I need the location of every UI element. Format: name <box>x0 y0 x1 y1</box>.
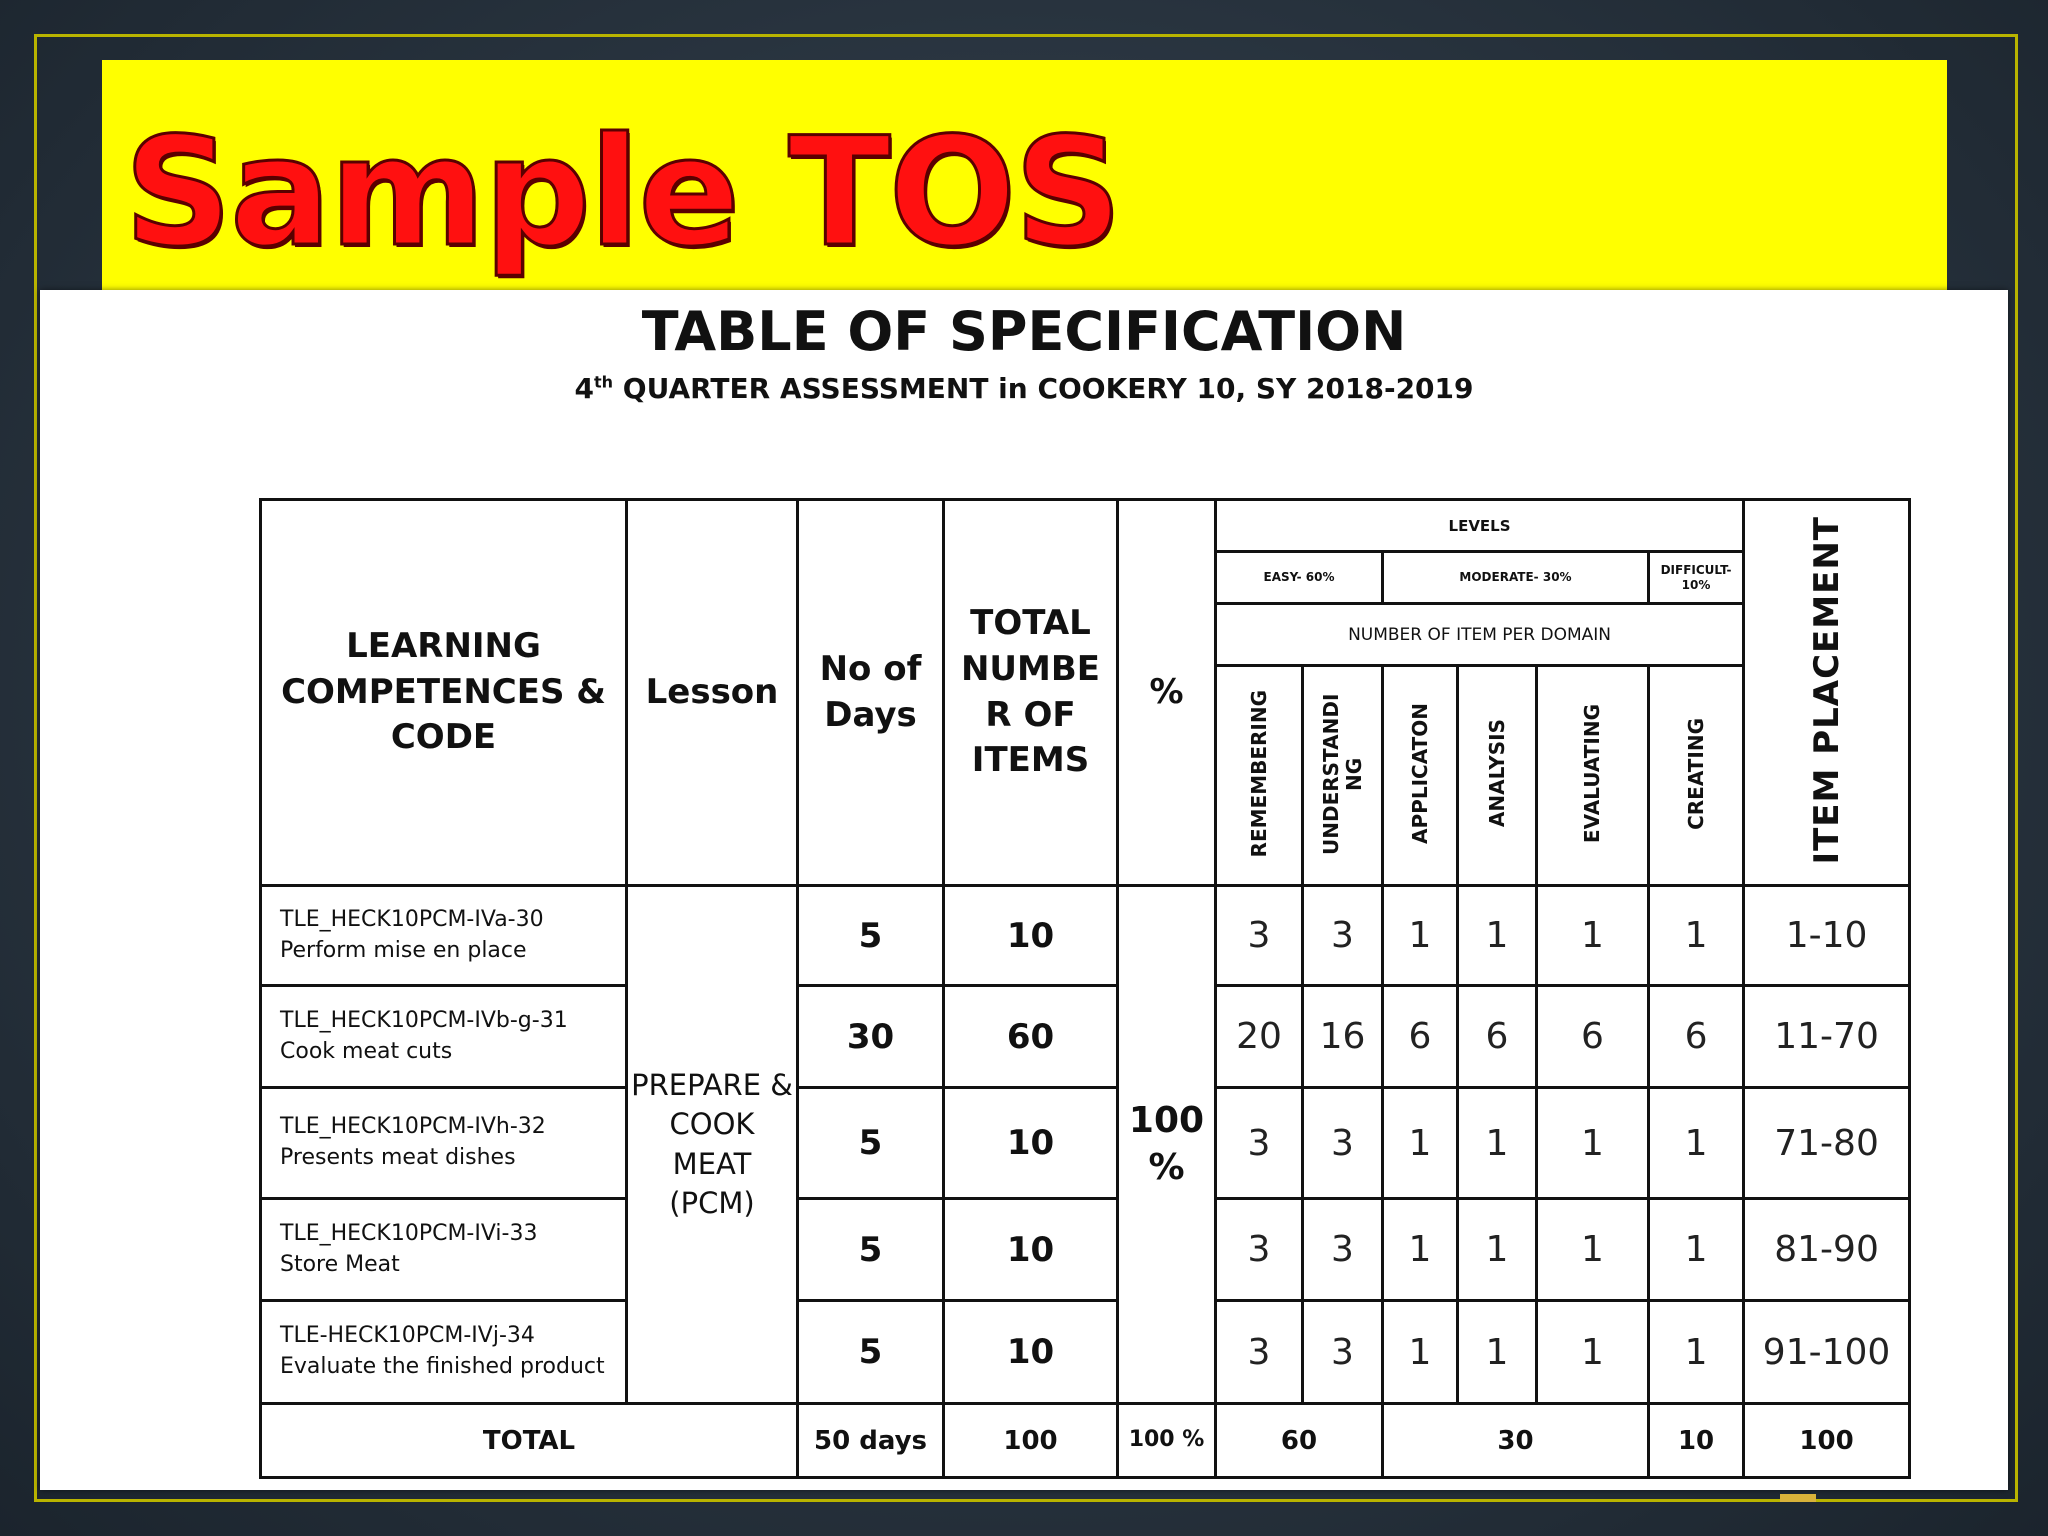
placement-cell: 91-100 <box>1744 1301 1910 1404</box>
creating-cell: 1 <box>1649 1301 1744 1404</box>
competence-desc: Evaluate the finished product <box>280 1354 605 1379</box>
header-item-placement-text: ITEM PLACEMENT <box>1806 516 1847 865</box>
remembering-cell: 20 <box>1216 986 1303 1088</box>
creating-cell: 6 <box>1649 986 1744 1088</box>
header-understanding <box>1303 666 1383 886</box>
creating-cell: 1 <box>1649 1199 1744 1301</box>
header-difficult: DIFFICULT- 10% <box>1649 552 1744 604</box>
competence-desc: Cook meat cuts <box>280 1038 453 1064</box>
application-cell: 1 <box>1383 1301 1458 1404</box>
percent-cell: 100 % <box>1118 886 1216 1404</box>
subtitle-ordinal: th <box>593 372 614 392</box>
items-cell: 10 <box>944 1088 1118 1199</box>
items-cell: 10 <box>944 886 1118 986</box>
evaluating-cell: 1 <box>1537 886 1649 986</box>
application-cell: 1 <box>1383 886 1458 986</box>
evaluating-cell: 6 <box>1537 986 1649 1088</box>
remembering-text: REMEMBERING <box>1246 689 1271 858</box>
competence-code: TLE_HECK10PCM-IVa-30 <box>280 906 544 932</box>
understanding-text: UNDERSTANDI NG <box>1318 692 1366 855</box>
competence-desc: Store Meat <box>280 1251 400 1277</box>
header-application <box>1383 666 1458 886</box>
lesson-cell: PREPARE & COOK MEAT (PCM) <box>627 886 798 1404</box>
analysis-text: ANALYSIS <box>1484 719 1509 828</box>
subtitle-text: QUARTER ASSESSMENT in COOKERY 10, SY 2018-2019 <box>613 372 1474 405</box>
creating-text: CREATING <box>1683 717 1708 830</box>
total-percent: 100 % <box>1118 1404 1216 1478</box>
remembering-cell: 3 <box>1216 1199 1303 1301</box>
remembering-cell: 3 <box>1216 886 1303 986</box>
header-levels: LEVELS <box>1216 500 1744 552</box>
evaluating-text: EVALUATING <box>1580 703 1604 844</box>
header-evaluating <box>1537 666 1649 886</box>
evaluating-cell: 1 <box>1537 1088 1649 1199</box>
table-row <box>261 1088 1910 1199</box>
competence-code: TLE_HECK10PCM-IVh-32 <box>280 1114 546 1140</box>
analysis-cell: 1 <box>1458 1088 1537 1199</box>
header-competences: LEARNING COMPETENCES & CODE <box>261 500 627 886</box>
items-cell: 10 <box>944 1199 1118 1301</box>
placement-cell: 81-90 <box>1744 1199 1910 1301</box>
application-text: APPLICATON <box>1407 703 1432 844</box>
total-row <box>261 1404 1910 1478</box>
days-cell: 30 <box>798 986 944 1088</box>
competence-cell <box>261 1088 627 1199</box>
competence-cell <box>261 1301 627 1404</box>
header-easy: EASY- 60% <box>1216 552 1383 604</box>
competence-code: TLE_HECK10PCM-IVb-g-31 <box>280 1007 568 1033</box>
competence-code: TLE-HECK10PCM-IVj-34 <box>280 1323 535 1349</box>
days-cell: 5 <box>798 1088 944 1199</box>
header-item-placement <box>1744 500 1910 886</box>
placement-cell: 11-70 <box>1744 986 1910 1088</box>
days-cell: 5 <box>798 1301 944 1404</box>
evaluating-cell: 1 <box>1537 1301 1649 1404</box>
application-cell: 1 <box>1383 1199 1458 1301</box>
remembering-cell: 3 <box>1216 1088 1303 1199</box>
competence-desc: Perform mise en place <box>280 937 527 963</box>
competence-cell <box>261 1199 627 1301</box>
header-days: No of Days <box>798 500 944 886</box>
header-creating <box>1649 666 1744 886</box>
table-row <box>261 886 1910 986</box>
header-analysis <box>1458 666 1537 886</box>
analysis-cell: 1 <box>1458 886 1537 986</box>
slide-title: Sample TOS <box>124 106 1121 280</box>
total-easy: 60 <box>1216 1404 1383 1478</box>
header-remembering <box>1216 666 1303 886</box>
table-row <box>261 1199 1910 1301</box>
table-row <box>261 1301 1910 1404</box>
total-moderate: 30 <box>1383 1404 1649 1478</box>
analysis-cell: 6 <box>1458 986 1537 1088</box>
competence-code: TLE_HECK10PCM-IVi-33 <box>280 1220 538 1246</box>
header-lesson: Lesson <box>627 500 798 886</box>
header-moderate: MODERATE- 30% <box>1383 552 1649 604</box>
document-subtitle <box>0 372 2048 405</box>
competence-cell <box>261 886 627 986</box>
tos-table <box>259 498 1911 1479</box>
total-items: 100 <box>944 1404 1118 1478</box>
evaluating-cell: 1 <box>1537 1199 1649 1301</box>
total-placement: 100 <box>1744 1404 1910 1478</box>
placement-cell: 71-80 <box>1744 1088 1910 1199</box>
days-cell: 5 <box>798 886 944 986</box>
items-cell: 60 <box>944 986 1118 1088</box>
table-row <box>261 986 1910 1088</box>
application-cell: 6 <box>1383 986 1458 1088</box>
understanding-cell: 3 <box>1303 1301 1383 1404</box>
subtitle-number: 4 <box>574 372 594 405</box>
understanding-cell: 3 <box>1303 1088 1383 1199</box>
document-title: TABLE OF SPECIFICATION <box>641 300 1407 363</box>
remembering-cell: 3 <box>1216 1301 1303 1404</box>
analysis-cell: 1 <box>1458 1301 1537 1404</box>
analysis-cell: 1 <box>1458 1199 1537 1301</box>
understanding-cell: 3 <box>1303 886 1383 986</box>
application-cell: 1 <box>1383 1088 1458 1199</box>
placement-cell: 1-10 <box>1744 886 1910 986</box>
total-label: TOTAL <box>261 1404 798 1478</box>
header-domain: NUMBER OF ITEM PER DOMAIN <box>1216 604 1744 666</box>
footer-mark <box>1780 1494 1816 1502</box>
items-cell: 10 <box>944 1301 1118 1404</box>
creating-cell: 1 <box>1649 886 1744 986</box>
days-cell: 5 <box>798 1199 944 1301</box>
understanding-cell: 16 <box>1303 986 1383 1088</box>
competence-desc: Presents meat dishes <box>280 1145 516 1170</box>
header-total-items: TOTAL NUMBE R OF ITEMS <box>944 500 1118 886</box>
understanding-cell: 3 <box>1303 1199 1383 1301</box>
competence-cell <box>261 986 627 1088</box>
header-percent: % <box>1118 500 1216 886</box>
total-difficult: 10 <box>1649 1404 1744 1478</box>
total-days: 50 days <box>798 1404 944 1478</box>
creating-cell: 1 <box>1649 1088 1744 1199</box>
